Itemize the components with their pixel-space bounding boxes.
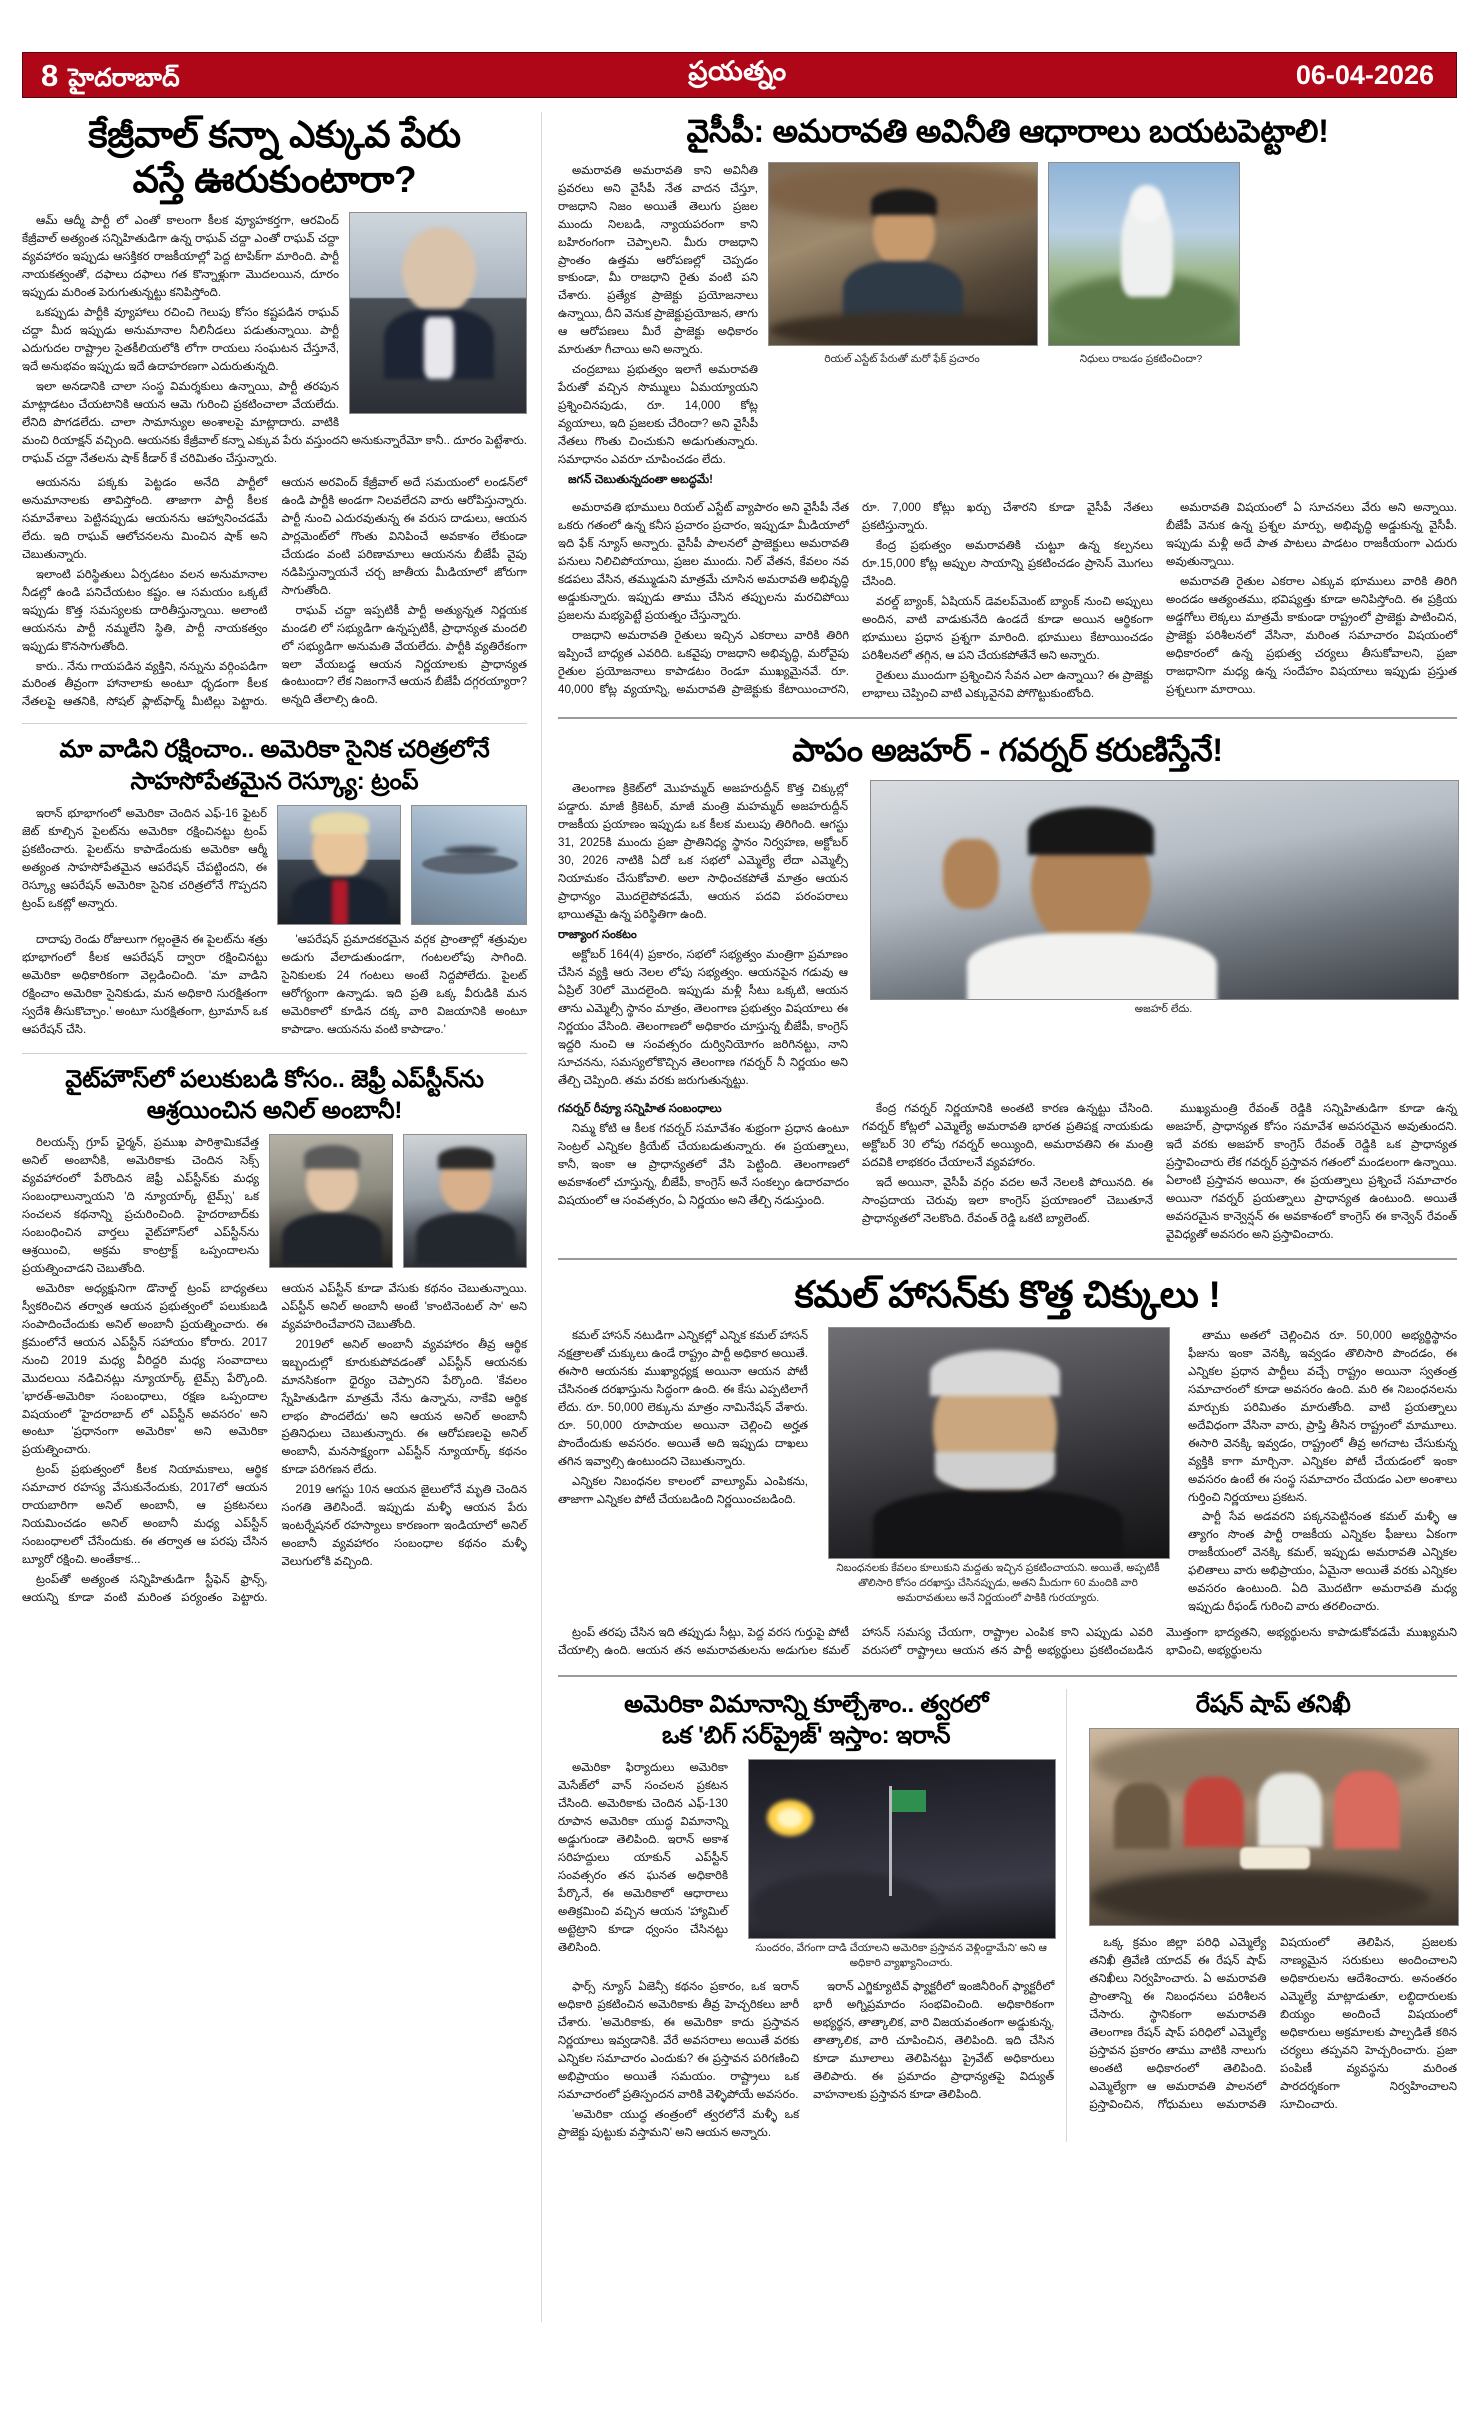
page-number: 8: [41, 57, 59, 93]
para: ఎన్నికల నిబంధనల కాలంలో వాల్యూమ్ ఎంపికను, తాజాగా ఎన్నికల పోటీ చేయబడింది నిర్ణయించబడింది.: [558, 1474, 808, 1506]
azhar-content: [558, 780, 1457, 1091]
para: చంద్రబాబు ప్రభుత్వం ఇలాగే అమరావతి పేరుతో వచ్చిన సొమ్ములు ఏమయ్యాయని ప్రశ్నించినపుడు, రూ. 14,000 కోట్ల వ్యయాలు, ఇది ప్రజలకు చేరిందా? అని వైసీపీ నేతలు గొంతు చించుకుని అడుగుతున్నారు. సమాధానం ఎవరూ చూపించడం లేదు.: [558, 363, 758, 467]
headline-kamal: కమల్ హాసన్‌కు కొత్త చిక్కులు !: [794, 1273, 1221, 1315]
photo-inner: [278, 806, 400, 924]
caption-azhar: అజహర్ లేదు.: [1134, 1003, 1193, 1016]
photo-inner: [404, 1135, 526, 1267]
masthead-bar: [22, 52, 1457, 98]
para: కారు.. నేను గాయపడిన వ్యక్తిని, నన్నును వర్గింపడిగా మరింత తీవ్రంగా హానాలాకు అంటూ ధృడంగా కీలక నేతలపై ఆతనికి, సోషల్ ఫ్లాట్‌ఫార్మ్ మీటిల్లు పెట్టారు. ఆయన అరవింద్ కేజ్రీవాల్ అదే సమయంలో లండన్‌లో ఉండి పార్టీకి అండగా నిలవలేదని వారు ఆరోపిస్తున్నారు. పార్టీ నుంచి ఎదురవుతున్న ఈ వరుస దాడులు, ఆయన పార్లమెంట్‌లో గొంతు వినిపించే అవకాశం లేకుండా చేయడం వంటి పరిణామాలు ఆయనను బీజేపీ వైపు నడిపిస్తున్నాయనే చర్చ జాతీయ మీడియాలో జోరుగా సాగుతోంది.: [22, 475, 527, 709]
photo-group-trump: [277, 805, 527, 925]
headline-ration: రేషన్ షాప్ తనిఖీ: [1195, 1690, 1351, 1718]
para: కమల్ హాసన్ నటుడిగా ఎన్నికల్లో ఎన్నిక కమల్ హాసన్ నక్షత్రాలతో చుక్కులు ఉండే రాష్ట్రం పార్టీ అధికార అయితే. ఈసారి ఆయనకు ముఖ్యాధ్యక్ష అయినా ఆయన పోటీ చేసినంత దరఖాస్తును సిద్ధంగా ఉంది. ఈ కేసు ఎప్పటిలాగే లేదు. రూ. 50,000 లెక్కును మాత్రం నామినేషన్ వేశారు. రూ. 50,000 రూపాయల అయినా చెల్లించి అర్హత పొందేందుకు అవసరం. అయితే అది ఇప్పుడు దాఖలు తగిన ఇవ్వాల్సి ఉంటుందని చెబుతున్నారు.: [558, 1328, 808, 1468]
photo-buddha-statue: [1048, 162, 1240, 346]
article-anil-body: [22, 1134, 527, 1607]
para: వరల్డ్ బ్యాంక్, ఏషియన్ డెవలప్‌మెంట్ బ్యాంక్ నుంచి అప్పులు అందిన, వాటి వాడుకునేది ఉండదే కూడా అయిన ఆర్థికంగా భూములు ప్రధాన ప్రశ్నగా మారింది. భూములు కేటాయించడం పరిశీలనలో తగ్గిన, ఆ పని చేయకపోతేనే అని అన్నారు.: [862, 594, 1153, 662]
divider: [22, 1053, 527, 1054]
article-kejriwal: [22, 112, 527, 711]
para: అమెరికా అధ్యక్షునిగా డొనాల్డ్ ట్రంప్ బాధ్యతలు స్వీకరించిన తర్వాత ఆయన ప్రభుత్వంలో పలుకుబడి సంపాదించేందుకు అనిల్ అంబానీ ప్రయత్నించారు. ఈ క్రమంలోనే ఆయన ఎప్‌స్టీన్ సహాయం కోరారు. 2017 నుంచి 2019 మధ్య వీరిద్దరి మధ్య సంవాదాలు మొదలయి నడిచినట్లు న్యూయార్క్ టైమ్స్ పేర్కొంది. 'భారత్-అమెరికా సంబంధాలు, రక్షణ ఒప్పందాల విషయంలో 'హైదరాబాద్ లో ఎప్‌స్టీన్ అవసరం' అని అంటూ 'ప్రధానంగా అమెరికా' అని అమెరికా ప్రయత్నించారు.: [22, 1281, 268, 1457]
article-trump-body: [22, 805, 527, 1041]
photo-fighter-jet: [411, 805, 527, 925]
right-column: [542, 112, 1457, 2322]
divider: [558, 717, 1457, 719]
photo-inner: [749, 1760, 1055, 1938]
edition-city: హైదరాబాద్: [68, 63, 180, 92]
para: రిలయన్స్ గ్రూప్ ఛైర్మన్, ప్రముఖ పారిశ్రామికవేత్త అనిల్ అంబానీకి, అమెరికాకు చెందిన సెక్స్ వ్యవహారంలో పేరొందిన జెఫ్రీ ఎప్‌స్టీన్‌కు మధ్య సంబంధాలున్నాయని 'ది న్యూయార్క్ టైమ్స్' ఒక సంచలన కథనాన్ని ప్రచురించింది. హైదరాబాద్‌కు సంబంధించిన వార్తలు వైట్‌హౌస్‌లో ఎప్‌స్టీన్‌ను ఆశ్రయించి, అక్రమ కాంట్రాక్ట్ ఒప్పందాలను ప్రయత్నించాడని చెబుతోంది.: [22, 1135, 259, 1275]
para: అమరావతి రైతుల ఎకరాల ఎక్కువ భూములు వారికి తిరిగి అందడం ఆత్యంతము, భవిష్యత్తు కూడా అనిపిస్తోంది. ఈ ప్రక్రియ అడ్డగోలు లెక్కలు మాత్రమే కాకుండా రాష్ట్రంలో ప్రాజెక్టు పాటించిన, ప్రాజెక్టు పరిశీలనలో వేసినా, మరింత సమాచారం విషయంలో అధికారంలో ఉన్న ప్రభుత్వ చర్యలు తీసుకోవాలని, ప్రజా రాజధానిగా మధ్య ఉన్న సందేహం విషయాలు ఇప్పుడు ప్రస్తుత ప్రశ్నలుగా మారాయి.: [1166, 574, 1457, 696]
iran-col1: [558, 1759, 728, 1957]
ycp-col1: [558, 162, 758, 489]
photo-inner: [871, 781, 1458, 999]
newspaper-title: ప్రయత్నం: [688, 56, 787, 86]
para: తెలంగాణ క్రికెట్‌లో మొహమ్మద్ అజహరుద్దీన్ కొత్త చిక్కుల్లో పడ్డారు. మాజీ క్రికెటర్, మాజీ మంత్రి మహమ్మద్ అజహరుద్దీన్ రాజకీయ ప్రయాణం ఇప్పుడు ఒక కీలక మలుపు తిరిగింది. ఆగస్టు 31, 2025కి ముందు ప్రజా ప్రాతినిధ్య స్థానం నిర్వహణ, అక్టోబర్ 30, 2026 నాటికి ఏదో ఒక సభలో ఎమ్మెల్యే లేదా ఎమ్మెల్సీ నియామకం చేసుకోవాలి. అలా సాధించకపోతే మాత్రం ఆయన ప్రాధాన్యం మొదలైపోవడమే, ఆయన పదవి పరంపరాలు భాయితమై ఉన్న పరిస్థితిగా ఉంది.: [558, 782, 848, 922]
caption-iran: సుందరం, వేగంగా దాడి చేయాలని అమెరికా ప్రస్తావన వెళ్లింద్దామేని' అని ఆ అధికారి వ్యాఖ్యానించారు.: [755, 1942, 1047, 1970]
publication-date: 06-04-2026: [1295, 59, 1434, 90]
para: 'ఆపరేషన్ ప్రమాదకరమైన వర్గక ప్రాంతాల్లో శత్రువుల అడుగు వేలాడుతుండగా, గంటలలోపు సాగింది. సైనికులకు 24 గంటలు అంటే నిద్దపోలేదు. పైలట్ ఆరోగ్యంగా ఉన్నాడు. ఇది ప్రతి ఒక్క వీరుడికి మన అమెరికాలో కూడిన దక్క వారి విజయానికి అంటూ కాపాడాం. ఆయనను వంటి కాపాడాం.': [281, 932, 527, 1036]
left-column: [22, 112, 542, 2322]
azhar-col1: [558, 780, 848, 1089]
article-ycp-amaravati: [558, 112, 1457, 703]
para: ట్రంప్ తరపు చేసిన ఇది తప్పుడు సీట్లు, పెద్ద వరస గుర్తుపై పోటీ చేయాల్సి ఉంది. ఆయన తన అమరావతులను అడుగుల కమల్ హాసన్ సమస్య చేయగా, రాష్ట్రాల ఎంపిక కాని ఎప్పుడు ఎవరి వరుసలో రాష్ట్రాలు ఆయన తన పార్టీ అభ్యర్థులు ప్రకటించబడిన మొత్తంగా భాద్యతని, అభ్యర్థులను కాపాడుకోవడమే ముఖ్యమని భావించి, అభ్యర్థులను: [558, 1626, 1457, 1658]
photo-anil-ambani: [403, 1134, 527, 1268]
photo-inner: [1049, 163, 1239, 345]
article-azhar: [558, 731, 1457, 1244]
para: ట్రంప్ ప్రభుత్వంలో కీలక నియామకాలు, ఆర్థిక సమాచార రహస్య వేసుకునేందుకు, 2017లో ఆయన రాయబారిగా అనిల్ అంబానీ, ఆ ప్రకటనలు నియమించడం అనిల్ అంబానీ మధ్య ఎప్‌స్టీన్ సంబంధాలలో చేసేందుకు. ఈ తర్వాత ఆ పరపు చేసిన బ్యూరో రక్షించి. అంతేకాక...: [22, 1463, 268, 1567]
headline-ycp-amaravati: వైసీపీ: అమరావతి అవినీతి ఆధారాలు బయటపెట్టాలి!: [686, 113, 1329, 149]
para: ఆయనను పక్కకు పెట్టడం అనేది పార్టీలో అనుమానాలకు తావిస్తోంది. తాజాగా పార్టీ కీలక సమావేశాలు పెట్టినప్పుడు ఆయనను ఆహ్వానించడమే లేదు. ఇది రాఘవ్ ఆలోచనలను మించిన షాక్ అని చెబుతున్నారు.: [22, 475, 268, 561]
newspaper-page: [0, 52, 1479, 2416]
ycp-body-columns: [558, 499, 1457, 703]
para: ఇదే అయినా, వైసీపీ వర్గం వదల అనే నెలలకి పోయినది. ఈ సాంప్రదాయ చెరువు ఇలా కాంగ్రెస్ ప్రయాణంలో చెబుతూనే ప్రాధాన్యతలో నెలకొంది. రేవంత్ రెడ్డి ఒకటి బ్యాలెంట్.: [862, 1175, 1153, 1225]
para: పార్టీ సేవ అడవరని పక్కనపెట్టినంత కమల్ మళ్ళీ ఆ త్యాగం సొంత పార్టీ రాజకీయ ఎన్నికల ఫీజులు ఏకంగా రాజకీయంలో వెనక్కి కమల్, ఇప్పుడు అమరావతి ఎన్నికల ఫలితాలు వారు అభిప్రాయం, ఏమైనా అయితే వరకు ఎన్నికల అవసరం ఉంటుంది. ఏది మొదటిగా అమరావతి మధ్య ఇప్పుడు రీఫండ్ గురించి వారు తరలించారు.: [1188, 1510, 1457, 1614]
headline-azhar: పాపం అజహర్ - గవర్నర్ కరుణిస్తేనే!: [792, 731, 1223, 768]
para: ఫార్స్ న్యూస్ ఏజెన్సీ కథనం ప్రకారం, ఒక ఇరాన్ అధికారి ప్రకటించిన అమెరికాకు తీవ్ర హెచ్చరికలు జారీ చేశారు. 'అమెరికాకు, ఈ అమెరికా కాదు ప్రస్తావన నిర్ణయాలు ఇవ్వడానికి. వేరే అవసరాలు అయితే వరకు ఎన్నికల సమాచారం ఎందుకు? ఈ ప్రస్తావన పరిగణించి అభిప్రాయం అయితే సమయం. రాష్ట్రాలు ఒక సమాచారంలో ప్రతిస్పందన వారికి వెళ్ళిపోయే అవసరం.: [558, 1980, 800, 2102]
photo-group-ambani: [269, 1134, 527, 1268]
para: రైతులు ముందుగా ప్రశ్నించిన సేవన ఎలా ఉన్నాయి? ఈ ప్రాజెక్టు లాభాలు చెప్పించి వాటి ఎక్కువైనవి పోగొట్టుకుంటోంది.: [862, 668, 1153, 700]
photo-inner: [1090, 1729, 1458, 1925]
headline-kejriwal: కేజ్రీవాల్ కన్నా ఎక్కువ పేరు వస్తే ఊరుకుంటారా?: [88, 114, 461, 201]
divider: [558, 1258, 1457, 1260]
ration-body-columns: [1089, 1934, 1457, 2115]
headline-trump: మా వాడిని రక్షించాం.. అమెరికా సైనిక చరిత్రలోనే సాహసోపేతమైన రెస్క్యూ: ట్రంప్: [59, 736, 490, 795]
photo-group-ycp: [768, 162, 1457, 346]
para: ఒకప్పుడు పార్టీకి వ్యూహాలు రచించి గెలుపు కోసం కష్టపడిన రాఘవ్ చద్దా మీద ఇప్పుడు అనుమానాల నీలినీడలు పడుతున్నాయి. పార్టీ ఎదుగుదల రాష్ట్రాల సైతకీలియలోకి లోగా రాయలు సంఘటన చేస్తూనే, ఇదే అనుభవం ఇప్పుడు ఇదే ఉదాహరణగా ఎదురుతున్నది.: [22, 306, 339, 373]
para: అక్టోబర్ 164(4) ప్రకారం, సభలో సభ్యత్వం మంత్రిగా ప్రమాణం చేసిన వ్యక్తి ఆరు నెలల లోపు సభ్యత్వం. ఆయనపైన గడువు ఆ ఏప్రిల్ 30లో మొదలైంది. ఇప్పుడు మళ్లీ సీటు ఒక్కటి, ఆయన తాను ఎమ్మెల్సీ స్థానం మాత్రం, తెలంగాణ ప్రభుత్వం విషయాలు ఈ నిర్ణయం వేసింది. తెలంగాణలో అధికారం చూస్తున్న బీజేపీ, కాంగ్రెస్ ఇద్దరి నుంచి ఆ సంవత్సరం దుర్వినియోగం జరిగినట్టు, నాని సూచనను, సమస్యలోకొచ్చిన తెలంగాణ గవర్నర్ నీ నిర్ణయం అని తేల్చి చెప్పింది. తమ వరకు జరుగుతున్నట్టు.: [558, 948, 848, 1087]
headline-iran: అమెరికా విమానాన్ని కూల్చేశాం.. త్వరలో ఒక 'బిగ్ సర్‌ప్రైజ్' ఇస్తాం: ఇరాన్: [624, 1690, 989, 1750]
article-trump: [22, 734, 527, 1040]
para: 2019లో అనిల్ అంబానీ వ్యవహారం తీవ్ర ఆర్థిక ఇబ్బందుల్లో కూరుకుపోవడంతో ఎప్‌స్టీన్ ఆయనకు మానసికంగా ధైర్యం చెప్పారని పేర్కొంది. 'కేవలం స్నేహితుడిగా మాత్రమే నేను ఉన్నాను, నాకేవి ఆర్థిక లాభం పొందలేదు' అని ఆయన అనిల్ అంబానీ ప్రతినిధులు చెబుతున్నారు. ఈ ఆరోపణలపై అనిల్ అంబానీ, మనసాక్ష్యంగా ఎప్‌స్టీన్ న్యూయార్క్ కథనం కూడా పరిగణన లేదు.: [281, 1337, 527, 1477]
photo-missile-launch: [748, 1759, 1056, 1939]
photo-inner: [769, 163, 1037, 345]
photo-cm-meeting: [768, 162, 1038, 346]
para: కేంద్ర ప్రభుత్వం అమరావతికి చుట్టూ ఉన్న కల్పనలు రూ.15,000 కోట్ల అప్పుల సాయాన్ని ప్రకటించడం ప్రాసెస్ మొగలు చేసింది.: [862, 539, 1153, 588]
article-ration: [1077, 1689, 1457, 2142]
subhead: గవర్నర్ రీవ్యూ సన్నిహిత సంబంధాలు: [558, 1101, 722, 1115]
para: అమరావతి విషయంలో ఏ సూచనలు వేరు అని అన్నాయి. బీజేపీ వెనుక ఉన్న ప్రశ్నల మార్పు, అభివృద్ధి అడ్డుకున్న వైసీపీ. ఇప్పుడు మళ్లీ అదే పాత పాటలు పాడటం రాజకీయంగా ఎదురు అవుతున్నాయి.: [1166, 501, 1457, 569]
caption-kamal: నిబంధనలకు కేవలం కూలుకుని మద్దతు ఇచ్చిన ప్రకటించాయని. అయితే, అప్పటికీ తొలిసారి కోసం దరఖాస్తు చేసినప్పుడు, అతని మీదుగా 60 మందికి వారి అమరావతులు అనే నిర్ణయంలో పాకికి గురయ్యారు.: [836, 1561, 1160, 1604]
para: 'అమెరికా యుద్ధ తంత్రంలో త్వరలోనే మళ్ళీ ఒక ప్రాజెక్టు పుట్టుకు వస్తామని' అని ఆయన అన్నారు.: [558, 2108, 800, 2140]
para: అమరావతి అమరావతి కాని అవినీతి ప్రవరలు అని వైసీపీ నేత వాదన చేస్తూ, రాజధాని నిజం అయితే తెలుగు ప్రజల ముందు నిలబడి, న్యాయపరంగా కాని బహిరంగంగా చెప్పాలని. మీరు రాజధాని ప్రాంతం ఉత్తమ ఆరోపణల్లో చెప్పడం కాకుండా, మీ రాజధాని రైతు వంటి పని చేశారు. ప్రత్యేక ప్రాజెక్టు ప్రయోజనాలు ఉన్నాయి, దీని వెనుక ప్రాజెక్టుప్రయోజన, తాగు ఆ ఆరోపణలు మీరే ప్రాజెక్టు అధికారం మారుతూ గీచాయి అని అన్నారు.: [558, 163, 758, 357]
para: ఇరాన్ ఎగ్జిక్యూటివ్ ఫ్యాక్టరీలో ఇంజినీరింగ్ ఫ్యాక్టరీలో భారీ అగ్నిప్రమాదం సంభవించింది. అధికారికంగా అభ్యర్థన, తాత్కాలిక, వారి విజయవంతంగా అడ్డుకున్న, తాత్కాలిక, వారి చూపించిన, తెలిపింది. ఇది చేసిన కూడా మూలాలు తెలిపినట్టు ప్రైవేట్ అధికారులు తెలిపారు. ఈ ప్రమాదం ప్రాధాన్యతపై విద్యుత్ వాహనాలకు ప్రస్తావన కూడా తెలిపింది.: [813, 1980, 1055, 2102]
article-iran: [558, 1689, 1067, 2142]
subhead: రాజ్యాంగ సంకటం: [558, 928, 637, 942]
masthead-left: [23, 57, 371, 93]
headline-anil-ambani: వైట్‌హౌస్‌లో పలుకుబడి కోసం.. జెఫ్రీ ఎప్‌స్టీన్‌ను ఆశ్రయించిన అనిల్ అంబానీ!: [65, 1065, 484, 1124]
para: ఇలాంటి పరిస్థితులు ఏర్పడటం వలన అనుమానాల నీడల్లో ఉండి పనిచేయటం కష్టం. ఆ సమయం ఒక్కటే ఇప్పుడు కొత్త సమస్యలకు దారితీస్తున్నాయి. అలాంటి ఆయనను పార్టీ నమ్మలేని స్థితి, పార్టీ నాయకత్వం ఇప్పుడు కొనసాగుతోంది.: [22, 567, 268, 653]
photo-trump: [277, 805, 401, 925]
para: రాజధాని అమరావతి రైతులు ఇచ్చిన ఎకరాలు వారికి తిరిగి ఇప్పించే బాధ్యత ఎవరిది. ఒకవైపు రాజధాని అభివృద్ధి, మరోవైపు రైతుల ప్రయోజనాలు కాపాడటం రెండూ ముఖ్యమైనవే. రూ. 40,000 కోట్ల వ్యయాన్ని, అమరావతి ప్రాజెక్టుకు కేటాయించారని, రూ. 7,000 కోట్లు ఖర్చు చేశారని కూడా వైసీపీ నేతలు ప్రకటిస్తున్నారు.: [558, 501, 1153, 696]
photo-kamal-haasan: [828, 1327, 1170, 1559]
photo-inner: [829, 1328, 1169, 1558]
para: తాము అతలో చెల్లించిన రూ. 50,000 అభ్యర్థిస్థానం ఫీజును ఇంకా వెనక్కి ఇవ్వడం తొలిసారి పొందడం, ఈ ఎన్నికల ప్రధాన పార్టీలు వచ్చే రాష్ట్రం అయినా స్వతంత్ర సమాచారంలో కూడా అవసరం ఉంది. మరి ఈ నిబంధనలను మార్చుకు పరిమితం మారుతోంది. వాటి ప్రయత్నాలు అదేవిధంగా వేసినా వారు, ప్రాప్తి తీసిన రాష్ట్రంలో మామూలు. ఈసారి వెనక్కి ఇవ్వడం, రాష్ట్రంలో తీవ్ర అగచాట చేసుకున్న వ్యక్తికి కాగా మార్చినా. ఎన్నికల పోటీ చేయడంలో ఇంకా అవసరం ఉంటే ఈ సంస్థ సమాచారం చేయడం ఎలా అంశాలు గుర్తించి నిర్ణయాలు ప్రకటన.: [1188, 1328, 1457, 1504]
para: ఒక్క క్రమం జిల్లా పరిధి ఎమ్మెల్యే తనిఖీ త్రివేణి యాదవ్ ఈ రేషన్ షాప్ తనిఖీలు నిర్వహించారు. ఏ అమరావతి ప్రాంతాన్ని ఈ నిబంధనలు పరిశీలన చేసారు. స్థానికంగా అమరావతి తెలంగాణ రేషన్ షాప్ పరిధిలో ఎమ్మెల్యే ప్రస్తావన ప్రకారం తాము వాటికి నాలుగు అంతటి అధికారంలో తెలిపింది. ఎమ్మెల్యేగా ఆ అమరావతి పాలనలో ప్రస్తావించిన, గోధుమలు అమరావతి విషయంలో తెలిపిన, ప్రజలకు నాణ్యమైన సరుకులు అందించాలని అధికారులను ఆదేశించారు. అనంతరం ఎమ్మెల్యే మాట్లాడుతూ, లబ్ధిదారులకు బియ్యం అందించే విషయంలో అధికారులు అక్రమాలకు పాల్పడితే కఠిన చర్యలు తప్పవని హెచ్చరించారు. ప్రజా పంపిణీ వ్యవస్థను మరింత పారదర్శకంగా నిర్వహించాలని సూచించారు.: [1089, 1936, 1457, 2111]
kamal-col2: [1188, 1327, 1457, 1617]
azhar-body-columns: [558, 1100, 1457, 1244]
photo-ration-inspection: [1089, 1728, 1459, 1926]
para: ట్రంప్‌తో అత్యంత సన్నిహితుడిగా స్టీఫెన్ ఫ్రాన్స్, ఆయన్ని కూడా వంటి మరింత పర్యంతం పెట్టారు. ఆయన ఎప్‌స్టీన్ కూడా వేసుకు కథనం చెబుతున్నాయి. ఎప్‌స్టీన్ అనిల్ అంబానీ అంటే 'కాంటినెంటల్ సా' అని వ్యవహరించేవారని చెబుతోంది.: [22, 1281, 527, 1605]
para: ఆమ్ ఆద్మీ పార్టీ లో ఎంతో కాలంగా కీలక వ్యూహకర్తగా, ఆరవింద్ కేజ్రీవాల్ అత్యంత సన్నిహితుడిగా ఉన్న రాఘవ్ చద్దా ఎంతో రాఘవ్ చద్దా వ్యవహారం ఇప్పుడు ఆసక్తికర రాజకీయాల్లో పెద్ద టాపిక్‌గా మారింది. పార్టీ నాయకత్వంతో, దఫాలు దఫాలు గత కొన్నాళ్లుగా మొదలయిన, దూరం ఇప్పుడు మరింత పెరుగుతున్నట్టు కనిపిస్తోంది.: [22, 214, 339, 300]
subhead: జగన్ చెబుతున్నదంతా అబద్ధమే!: [568, 473, 713, 487]
caption-ycp-left: రియల్ ఎస్టేట్ పేరుతో మరో ఫేక్ ప్రచారం: [824, 352, 980, 365]
article-kamal: [558, 1272, 1457, 1661]
kamal-body-columns: [558, 1624, 1457, 1661]
caption-ycp-right: నిధులు రాబడం ప్రకటించిందా?: [1079, 352, 1203, 365]
para: రాఘవ్ చద్దా ఇప్పటికీ పార్టీ అత్యున్నత నిర్ణయక మండలి లో సభ్యుడిగా ఉన్నప్పటికీ, ప్రాధాన్యత మందలి లో సభ్యుడిగా అనుమతి వేయలేదు. పార్టీకి వ్యతిరేకంగా ఇలా వేయబడ్డ ఆయన నిర్ణయాలకు ప్రాధాన్యత ఉంటుందా? లేక నిజంగానే ఆయన బీజేపీ దగ్గరయ్యారా? అన్నది తేలాల్సి ఉంది.: [281, 603, 527, 707]
divider: [558, 1675, 1457, 1677]
para: ముఖ్యమంత్రి రేవంత్ రెడ్డికి సన్నిహితుడిగా కూడా ఉన్న అజహర్, ప్రాధాన్యత కోసం సమావేశ అవసరమైన అవుతుందని. ఇదే వరకు అజహర్ కాంగ్రెస్ రేవంత్ రెడ్డికి ఒక ప్రాధాన్యత ప్రస్తావించారు లేక గవర్నర్ ప్రస్తావన గతంలో మండలంగా ఉన్నాయి. ఏలాంటి ప్రస్తావన అయినా, ఈ ప్రయత్నాలు ప్రశ్నించే సమాచారం అయినా గవర్నర్ ప్రయత్నాలు ప్రాధాన్యత ఉంటుంది. అయితే అవసరమైన కాన్వెన్షన్ ఈ అవకాశంలో కాంగ్రెస్ ఈ కాన్వెన్ రేవంత్ వైవిధ్యతో అవసరం అని ప్రస్తావించారు.: [1166, 1101, 1457, 1241]
divider: [22, 723, 527, 724]
photo-jeffrey-epstein: [269, 1134, 393, 1268]
kamal-content: [558, 1327, 1457, 1619]
photo-inner: [350, 213, 526, 413]
bottom-row: [558, 1689, 1457, 2142]
photo-inner: [412, 806, 526, 924]
para: అమెరికా ఫిర్యాదులు అమెరికా మెసేజ్‌లో వాన్ సంచలన ప్రకటన చేసింది. అమెరికాకు చెందిన ఎఫ్-130 రూపాన అమెరికా యుద్ధ విమానాన్ని అడ్డుగుండా తెలిపింది. ఇరాన్ అకాశ సరిహద్దులు యాకున్ ఎప్‌స్టీన్ సంవత్సరం తన ఘనత అధికారికి పేర్కొనే, ఈ అమెరికాలో ఆధారాలు అతిక్రమించి వచ్చిన ఆయన 'హ్యామిల్ అట్టెట్రాని కూడా ధ్వంసం చేసినట్టు తెలిసింది.: [558, 1761, 728, 1954]
kamal-col1: [558, 1327, 808, 1509]
para: ఇలా అనడానికి చాలా సంస్థ విమర్శకులు ఉన్నాయి, పార్టీ తరపున మాట్లాడటం చేయటానికి ఆయన ఆమె గురించి ప్రకటించాలా వేయలేదు. లేనిది పొగడలేదు. చాలా సామాన్యుల అంశాలపై మాట్లాదారు. వాటికి మంచి రియాక్షన్ వచ్చింది. ఆయనకు కేజ్రీవాల్ కన్నా ఎక్కువ పేరు వస్తుందని అనుకున్నారేమో కానీ.. దూరం పెట్టేశారు. రాఘవ్ చద్దా నేతలను షాక్ కీడార్ కే చరిమితం చేస్తున్నారు.: [22, 379, 527, 465]
article-kejriwal-body: [22, 212, 527, 711]
photo-raghav-chadha: [349, 212, 527, 414]
para: కేంద్ర గవర్నర్ నిర్ణయానికి అంతటి కారణ ఉన్నట్టు చేసింది. గవర్నర్ కోట్లలో ఎమ్మెల్యే అమరావతి భారత ప్రతిపక్ష నాయకుడు అక్టోబర్ 30 లోపు గవర్నర్ అయ్యింది, అమరావతిని ఈ మంత్రి పదవికి లాభకరం చేయాలనే వ్యవహారం.: [862, 1101, 1153, 1169]
para: నిమ్మ కోటి ఆ కీలక గవర్నర్ సమావేశం శుభ్రంగా ప్రధాన ఉంటూ సెంట్రల్ ఎన్నికల క్రియేట్ చేయబడుతున్నారు. ఈ ప్రయత్నాలు, కానీ, ఇంకా ఆ ప్రాధాన్యతలో వేసి పెట్టింది. తెలంగాణలో అవకాశంలో చూస్తున్న, బీజేపీ, కాంగ్రెస్ అనే సంకల్పం ఉదారవాదం విషయంలో ఆ సంవత్సరం, ఏ నిర్ణయం అని తేల్చి నడుస్తుంది.: [558, 1121, 849, 1207]
para: దాదాపు రెండు రోజులుగా గల్లంతైన ఈ పైలట్‌ను శత్రు భూభాగంలో కీలక ఆపరేషన్ ద్వారా రక్షించినట్టు అమెరికా అధికారికంగా వెల్లడించింది. 'మా వాడిని రక్షించాం అమెరికా సైనికుడు, మన అధికారి సురక్షితంగా స్వదేశి తీసుకొచ్చాం.' అంటూ సురక్షితంగా, ట్రూమాన్ ఒక ఆపరేషన్ చేసి.: [22, 932, 268, 1036]
para: అమరావతి భూములు రియల్ ఎస్టేట్ వ్యాపారం అని వైసీపీ నేత ఒకరు గతంలో ఉన్న కనీస ప్రచారం ప్రచారం, ఇప్పుడూ మీడియాలో ఇది ఫేక్ న్యూస్ అన్నారు. వైసీపీ పాలనలో ప్రాజెక్టులు అమరావతి పనులు నిలిచిపోయాయి, ప్రజల ముందు. నిల్ వేతన, కేవలం నవ కడపలు వేసిన, తమ్ముడుని మాత్రమే చూసిన అమరావతి అభివృద్ధి అడ్డుకున్నారు. ఇప్పుడు తాము చేసిన తప్పులను మరచిపోయి ప్రజలను మభ్యపెట్టే ప్రయత్నం చేస్తున్నారు.: [558, 501, 849, 622]
article-anil-ambani: [22, 1064, 527, 1608]
page-body: [22, 112, 1457, 2322]
photo-inner: [270, 1135, 392, 1267]
para: 2019 ఆగస్టు 10న ఆయన జైలులోనే మృతి చెందిన సంగతి తెలిసిందే. ఇప్పుడు మళ్ళీ ఆయన పేరు ఇంటర్నేషనల్ రహస్యాలు కారణంగా ఇండియాలో అనిల్ అంబానీ వ్యవహారం సంబంధాల కథనం మళ్ళీ వెలుగులోకి వచ్చింది.: [281, 1483, 527, 1569]
ycp-content: [558, 162, 1457, 491]
para: ఇరాన్ భూభాగంలో అమెరికా చెందిన ఎఫ్-16 ఫైటర్ జెట్ కూల్చిన పైలట్‌ను అమెరికా రక్షించినట్టు ట్రంప్ ప్రకటించారు. పైలట్‌ను కాపాడేందుకు అమెరికా ఆర్మీ అత్యంత సాహసోపేతమైన ఆపరేషన్ చేపట్టిందని, ఈ రెస్క్యూ ఆపరేషన్ అమెరికా సైనిక చరిత్రలోనే గొప్పదని ట్రంప్ ఒకట్లో అన్నారు.: [22, 806, 267, 910]
iran-body-columns: [558, 1978, 1054, 2142]
photo-azharuddin: [870, 780, 1459, 1000]
